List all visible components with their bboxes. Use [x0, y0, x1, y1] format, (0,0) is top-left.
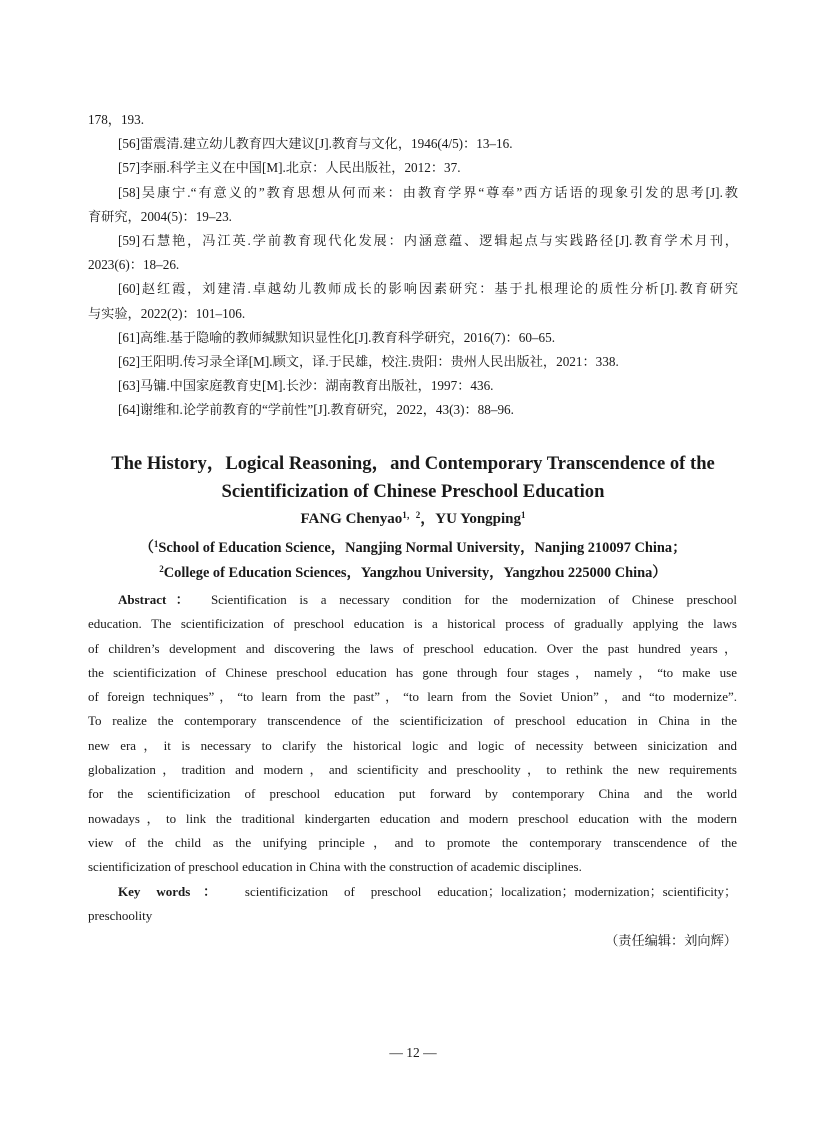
- abstract-line: view of the child as the unifying principle，and to promote the contemporary transcendence of the: [88, 834, 737, 850]
- abstract-block: [88, 588, 737, 928]
- reference-entry: [60]赵红霞，刘建清.卓越幼儿教师成长的影响因素研究：基于扎根理论的质性分析[J].教育研究: [118, 281, 738, 297]
- reference-entry: 育研究，2004(5)：19–23.: [88, 208, 232, 224]
- editor-note: （责任编辑：刘向辉）: [605, 933, 737, 948]
- affiliation-line-2: [60, 561, 766, 586]
- affiliation-line-1: [60, 536, 766, 561]
- abstract-line: of foreign techniques”，“to learn from the past”，“to learn from the Soviet Union”，and “to modernize”.: [88, 689, 737, 705]
- author-1-affiliation-marks: 1，2: [402, 510, 421, 520]
- abstract-line: To realize the contemporary transcendence of the scientificization of preschool education in China in the: [88, 713, 737, 729]
- reference-entry: [56]雷震清.建立幼儿教育四大建议[J].教育与文化，1946(4/5)：13–16.: [118, 136, 513, 152]
- affiliation-1-text: School of Education Science，Nangjing Normal University，Nanjing 210097 China；: [158, 540, 687, 556]
- keywords-text: scientificization of preschool education；localization；modernization；scientificity；: [244, 883, 737, 899]
- abstract-label: Abstract：: [118, 592, 199, 607]
- abstract-line: for the scientificization of preschool education put forward by contemporary China and the world: [88, 786, 737, 802]
- affiliation-open-paren: （: [139, 540, 154, 556]
- reference-entry: [63]马镛.中国家庭教育史[M].长沙：湖南教育出版社，1997：436.: [118, 378, 494, 394]
- affiliation-2-text: College of Education Sciences，Yangzhou University，Yangzhou 225000 China: [163, 565, 653, 581]
- abstract-line: of children’s development and discovering the laws of preschool education. Over the past hundred years，: [88, 640, 737, 656]
- english-title-line-1: The History，Logical Reasoning，and Contemporary Transcendence of the: [111, 453, 715, 474]
- author-line: [60, 507, 766, 531]
- abstract-text: Scientification is a necessary condition for the modernization of Chinese preschool: [210, 592, 738, 607]
- abstract-line: the scientificization of Chinese preschool education has gone through four stages，namely，“to make use: [88, 664, 737, 680]
- author-1-name: FANG Chenyao: [300, 511, 403, 527]
- affiliation-2-mark: 2: [159, 564, 164, 574]
- abstract-line: nowadays，to link the traditional kindergarten education and modern preschool education with the modern: [88, 810, 737, 826]
- author-2-affiliation-mark: 1: [521, 510, 526, 520]
- author-separator: ，: [420, 511, 436, 527]
- keywords-line: [88, 880, 737, 904]
- reference-entry: 178，193.: [88, 112, 145, 127]
- author-2-name: YU Yongping: [435, 511, 522, 527]
- reference-entry: [64]谢维和.论学前教育的“学前性”[J].教育研究，2022，43(3)：88–96.: [118, 402, 514, 418]
- keywords-label: Key words：: [118, 883, 229, 899]
- reference-entry: [58]吴康宁.“有意义的”教育思想从何而来：由教育学界“尊奉”西方话语的现象引发的思考[J].教: [118, 184, 738, 200]
- reference-entry: [61]高维.基于隐喻的教师缄默知识显性化[J].教育科学研究，2016(7)：60–65.: [118, 329, 555, 345]
- reference-entry: 与实验，2022(2)：101–106.: [88, 305, 246, 321]
- reference-entry: [62]王阳明.传习录全译[M].顾文，译.于民雄，校注.贵阳：贵州人民出版社，2021：338.: [118, 354, 619, 370]
- abstract-line: education. The scientificization of preschool education is a historical process of gradually applying the laws: [88, 616, 737, 632]
- keywords-continuation: preschoolity: [88, 907, 153, 923]
- abstract-line: [88, 588, 737, 612]
- abstract-line: globalization，tradition and modern，and scientificity and preschoolity，to rethink the new requirements: [88, 762, 737, 778]
- affiliation-close-paren: ）: [652, 565, 667, 581]
- abstract-line: new era，it is necessary to clarify the historical logic and logic of necessity between sinicization and: [88, 737, 737, 753]
- reference-entry: 2023(6)：18–26.: [88, 257, 180, 273]
- reference-entry: [59]石慧艳，冯江英.学前教育现代化发展：内涵意蕴、逻辑起点与实践路径[J].教育学术月刊，: [118, 233, 738, 249]
- page-number: — 12 —: [389, 1045, 437, 1060]
- reference-entry: [57]李丽.科学主义在中国[M].北京：人民出版社，2012：37.: [118, 160, 461, 176]
- abstract-line: scientificization of preschool education in China with the construction of academic disciplines.: [88, 859, 582, 875]
- english-title: [60, 450, 766, 506]
- english-title-line-2: Scientificization of Chinese Preschool Education: [221, 481, 605, 502]
- affiliation-1-mark: 1: [153, 539, 159, 549]
- reference-list: [88, 108, 738, 423]
